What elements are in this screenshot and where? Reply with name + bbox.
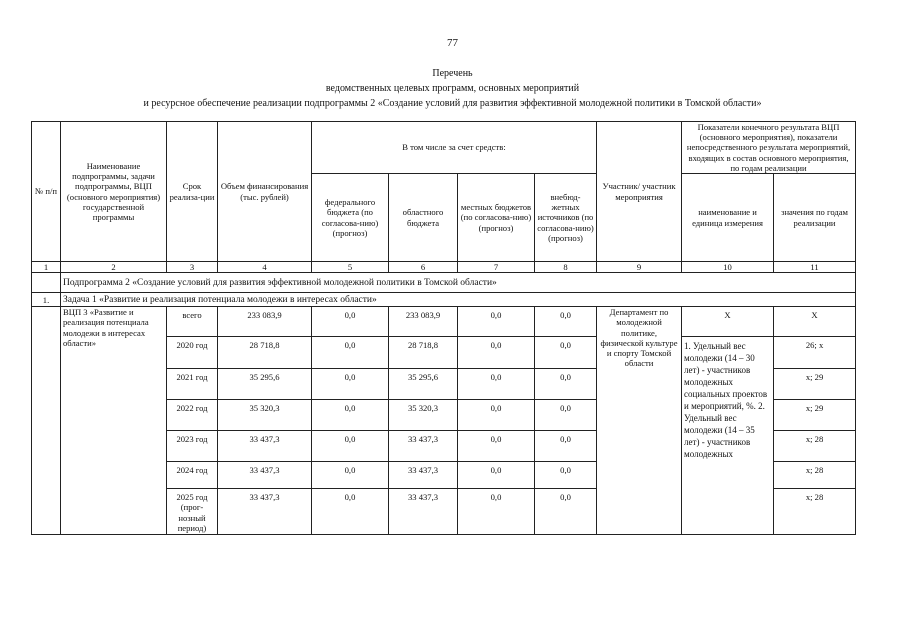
- local-cell: 0,0: [458, 431, 535, 462]
- header-extra: внебюд-жетных источников (по согласова-нию) (прогноз): [535, 174, 597, 262]
- federal-cell: 0,0: [312, 307, 389, 337]
- regional-cell: 35 320,3: [389, 400, 458, 431]
- header-regional: областного бюджета: [389, 174, 458, 262]
- total-cell: 233 083,9: [218, 307, 312, 337]
- title-line-2: ведомственных целевых программ, основных мероприятий: [325, 83, 580, 94]
- local-cell: 0,0: [458, 400, 535, 431]
- header-participant: Участник/ участник мероприятия: [597, 122, 682, 262]
- local-cell: 0,0: [458, 462, 535, 489]
- total-cell: 35 320,3: [218, 400, 312, 431]
- indicator-value-cell: 26; х: [774, 337, 856, 369]
- col-number: 11: [774, 262, 856, 273]
- extra-cell: 0,0: [535, 431, 597, 462]
- indicator-value-cell: Х: [774, 307, 856, 337]
- federal-cell: 0,0: [312, 462, 389, 489]
- total-cell: 33 437,3: [218, 462, 312, 489]
- federal-cell: 0,0: [312, 337, 389, 369]
- extra-cell: 0,0: [535, 400, 597, 431]
- col-number: 5: [312, 262, 389, 273]
- header-indicators: Показатели конечного результата ВЦП (основного мероприятия), показатели непосредственного результата мероприятий, входящих в состав основного мероприятия, по годам реализации: [682, 122, 856, 174]
- column-number-row: [32, 262, 856, 273]
- indicator-value-cell: х; 29: [774, 400, 856, 431]
- year-cell: 2024 год: [167, 462, 218, 489]
- extra-cell: 0,0: [535, 369, 597, 400]
- federal-cell: 0,0: [312, 489, 389, 535]
- regional-cell: 28 718,8: [389, 337, 458, 369]
- extra-cell: 0,0: [535, 337, 597, 369]
- indicator-value-cell: х; 28: [774, 431, 856, 462]
- year-cell: 2025 год (прог-нозный период): [167, 489, 218, 535]
- total-cell: 33 437,3: [218, 431, 312, 462]
- total-cell: 28 718,8: [218, 337, 312, 369]
- header-name: Наименование подпрограммы, задачи подпрограммы, ВЦП (основного мероприятия) государственной программы: [61, 122, 167, 262]
- extra-cell: 0,0: [535, 462, 597, 489]
- col-number: 2: [61, 262, 167, 273]
- local-cell: 0,0: [458, 307, 535, 337]
- year-cell: 2020 год: [167, 337, 218, 369]
- col-number: 1: [32, 262, 61, 273]
- year-cell: всего: [167, 307, 218, 337]
- col-number: 7: [458, 262, 535, 273]
- federal-cell: 0,0: [312, 431, 389, 462]
- header-local: местных бюджетов (по согласова-нию) (прогноз): [458, 174, 535, 262]
- vcp-name: ВЦП 3 «Развитие и реализация потенциала молодежи в интересах области»: [61, 307, 167, 535]
- local-cell: 0,0: [458, 337, 535, 369]
- indicator-text: 1. Удельный вес молодежи (14 – 30 лет) - участников молодежных социальных проектов и мероприятий, %. 2. Удельный вес молодежи (14 – 35 лет) - участников молодежных: [682, 337, 774, 535]
- local-cell: 0,0: [458, 489, 535, 535]
- header-ind-name: наименование и единица измерения: [682, 174, 774, 262]
- indicator-name-cell: Х: [682, 307, 774, 337]
- header-ind-values: значения по годам реализации: [774, 174, 856, 262]
- col-number: 10: [682, 262, 774, 273]
- header-including: В том числе за счет средств:: [312, 122, 597, 174]
- year-cell: 2023 год: [167, 431, 218, 462]
- regional-cell: 33 437,3: [389, 462, 458, 489]
- task-num: 1.: [32, 293, 61, 307]
- col-number: 9: [597, 262, 682, 273]
- regional-cell: 233 083,9: [389, 307, 458, 337]
- total-cell: 35 295,6: [218, 369, 312, 400]
- indicator-value-cell: х; 29: [774, 369, 856, 400]
- indicator-value-cell: х; 28: [774, 462, 856, 489]
- year-cell: 2022 год: [167, 400, 218, 431]
- federal-cell: 0,0: [312, 400, 389, 431]
- indicator-value-cell: х; 28: [774, 489, 856, 535]
- subprogram-text: Подпрограмма 2 «Создание условий для развития эффективной молодежной политики в Томской области»: [61, 273, 856, 293]
- title-line-1: Перечень: [432, 68, 473, 79]
- regional-cell: 35 295,6: [389, 369, 458, 400]
- table-row: [32, 307, 856, 337]
- program-table: [31, 121, 856, 535]
- subprogram-row: [32, 273, 856, 293]
- header-federal: федерального бюджета (по согласова-нию) (прогноз): [312, 174, 389, 262]
- header-num: № п/п: [32, 122, 61, 262]
- local-cell: 0,0: [458, 369, 535, 400]
- task-row: [32, 293, 856, 307]
- total-cell: 33 437,3: [218, 489, 312, 535]
- year-cell: 2021 год: [167, 369, 218, 400]
- document-title: [0, 66, 905, 111]
- col-number: 4: [218, 262, 312, 273]
- col-number: 3: [167, 262, 218, 273]
- col-number: 8: [535, 262, 597, 273]
- page-number: 77: [447, 37, 458, 49]
- participant-cell: Департамент по молодежной политике, физической культуре и спорту Томской области: [597, 307, 682, 535]
- col-number: 6: [389, 262, 458, 273]
- regional-cell: 33 437,3: [389, 489, 458, 535]
- extra-cell: 0,0: [535, 489, 597, 535]
- federal-cell: 0,0: [312, 369, 389, 400]
- header-term: Срок реализа-ции: [167, 122, 218, 262]
- extra-cell: 0,0: [535, 307, 597, 337]
- title-line-3: и ресурсное обеспечение реализации подпрограммы 2 «Создание условий для развития эффективной молодежной политики в Томской области»: [143, 98, 762, 109]
- regional-cell: 33 437,3: [389, 431, 458, 462]
- header-volume: Объем финансирования (тыс. рублей): [218, 122, 312, 262]
- task-text: Задача 1 «Развитие и реализация потенциала молодежи в интересах области»: [61, 293, 856, 307]
